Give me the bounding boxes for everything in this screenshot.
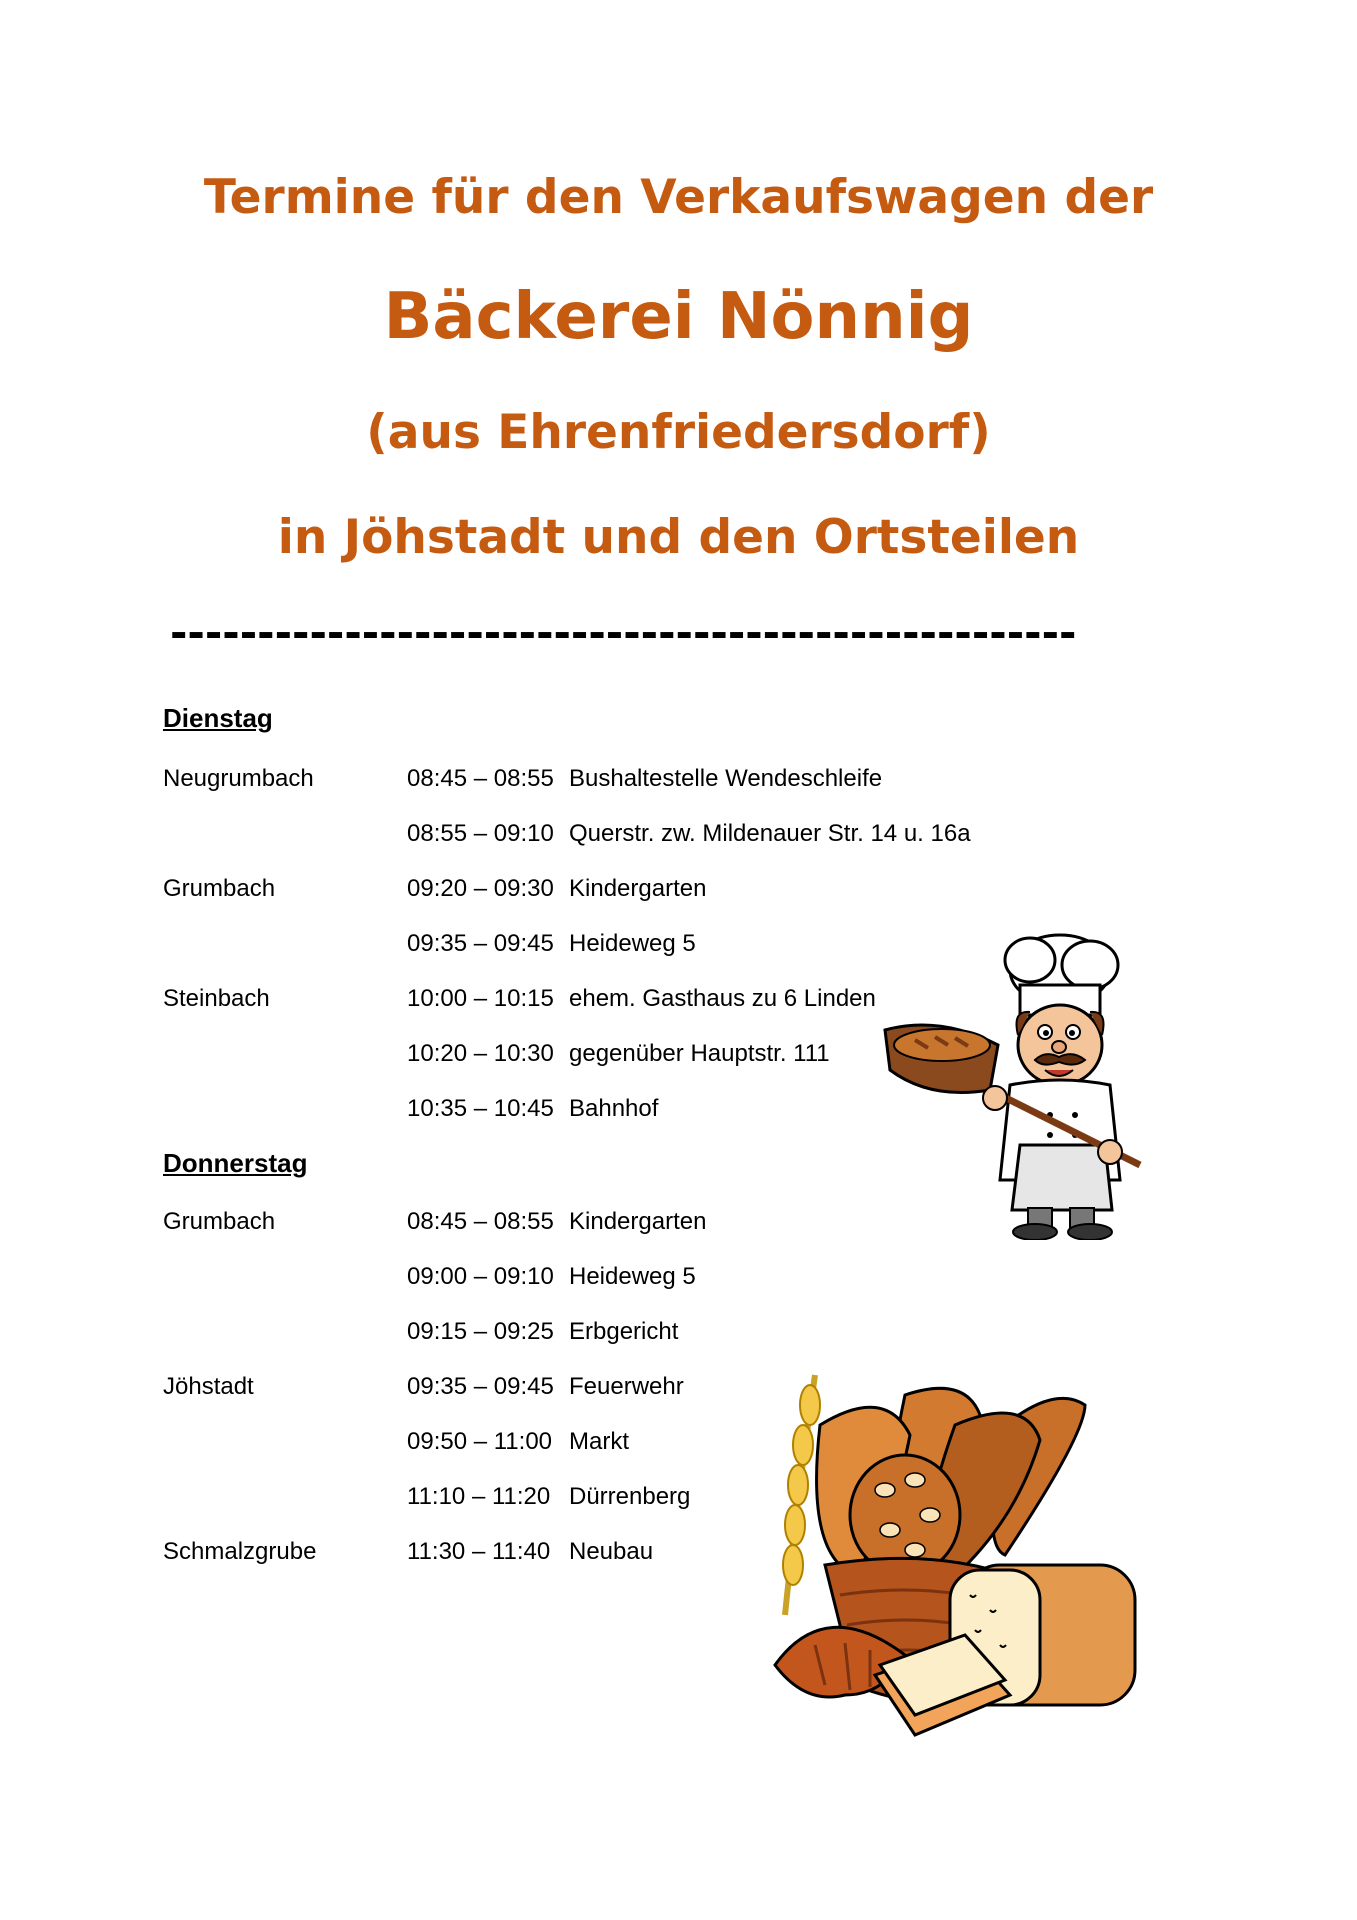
stop-location: Neubau bbox=[569, 1538, 654, 1565]
time-range: 11:30 – 11:40 bbox=[407, 1538, 551, 1565]
time-range: 09:00 – 09:10 bbox=[407, 1263, 554, 1290]
time-range: 08:45 – 08:55 bbox=[407, 1208, 554, 1235]
bakery-name: Bäckerei Nönnig bbox=[383, 280, 974, 354]
stop-location: Bushaltestelle Wendeschleife bbox=[569, 765, 883, 792]
stop-location: Dürrenberg bbox=[569, 1483, 691, 1510]
day-heading-tuesday: Dienstag bbox=[163, 703, 273, 733]
stop-location: Kindergarten bbox=[569, 875, 707, 902]
place-name: Schmalzgrube bbox=[163, 1538, 317, 1565]
place-name: Steinbach bbox=[163, 985, 270, 1012]
title-line-3: (aus Ehrenfriedersdorf) bbox=[366, 405, 991, 460]
title-line-1: Termine für den Verkaufswagen der bbox=[203, 170, 1154, 225]
time-range: 09:50 – 11:00 bbox=[407, 1428, 553, 1455]
stop-location: gegenüber Hauptstr. 111 bbox=[569, 1040, 830, 1067]
stop-location: Markt bbox=[569, 1428, 629, 1455]
time-range: 09:35 – 09:45 bbox=[407, 930, 554, 957]
time-range: 08:45 – 08:55 bbox=[407, 765, 554, 792]
stop-location: Feuerwehr bbox=[569, 1373, 684, 1400]
time-range: 09:20 – 09:30 bbox=[407, 875, 554, 902]
title-line-4: in Jöhstadt und den Ortsteilen bbox=[277, 510, 1080, 565]
stop-location: Kindergarten bbox=[569, 1208, 707, 1235]
time-range: 09:15 – 09:25 bbox=[407, 1318, 554, 1345]
stop-location: Querstr. zw. Mildenauer Str. 14 u. 16a bbox=[569, 820, 971, 847]
bread-basket-illustration bbox=[765, 1365, 1145, 1745]
time-range: 08:55 – 09:10 bbox=[407, 820, 554, 847]
time-range: 09:35 – 09:45 bbox=[407, 1373, 554, 1400]
day-heading-thursday: Donnerstag bbox=[163, 1148, 308, 1178]
place-name: Jöhstadt bbox=[163, 1373, 254, 1400]
place-name: Neugrumbach bbox=[163, 765, 314, 792]
time-range: 11:10 – 11:20 bbox=[407, 1483, 551, 1510]
place-name: Grumbach bbox=[163, 1208, 276, 1235]
time-range: 10:35 – 10:45 bbox=[407, 1095, 554, 1122]
stop-location: Bahnhof bbox=[569, 1095, 659, 1122]
dashed-divider: ---------------------------------------------------- bbox=[170, 608, 1077, 657]
time-range: 10:20 – 10:30 bbox=[407, 1040, 554, 1067]
stop-location: Erbgericht bbox=[569, 1318, 679, 1345]
stop-location: ehem. Gasthaus zu 6 Linden bbox=[569, 985, 876, 1012]
baker-illustration bbox=[880, 920, 1200, 1240]
stop-location: Heideweg 5 bbox=[569, 1263, 696, 1290]
stop-location: Heideweg 5 bbox=[569, 930, 696, 957]
place-name: Grumbach bbox=[163, 875, 276, 902]
time-range: 10:00 – 10:15 bbox=[407, 985, 554, 1012]
